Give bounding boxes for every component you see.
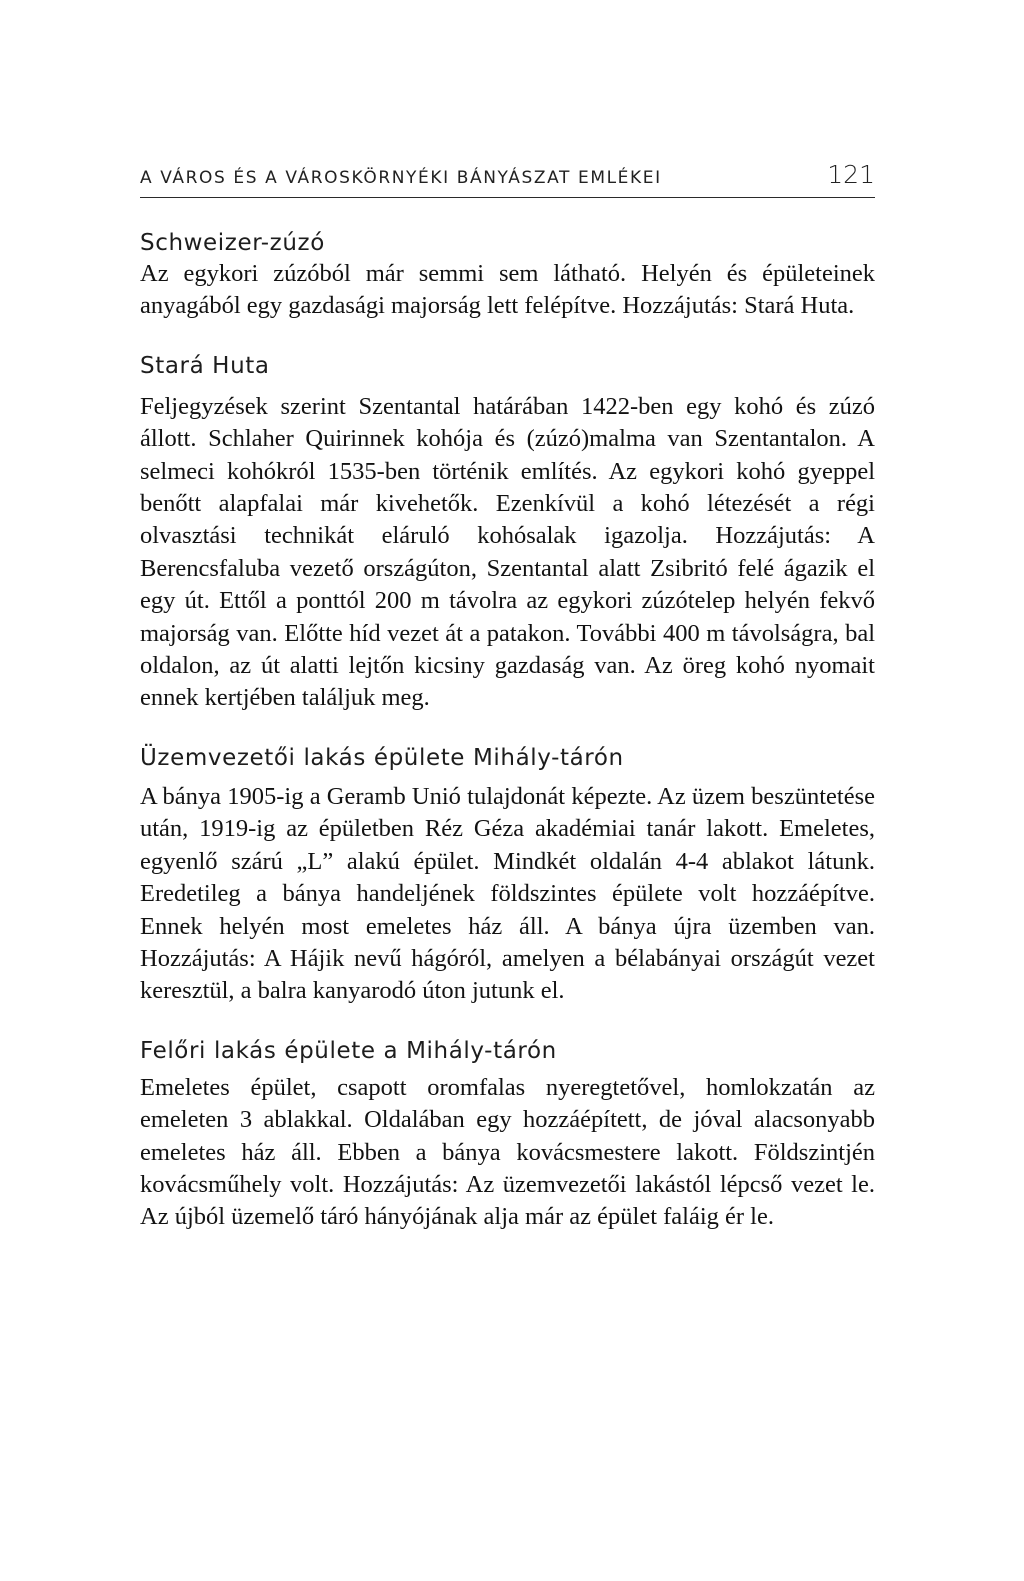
section-heading: Schweizer-zúzó [140,230,325,256]
section-stara-huta [140,353,875,715]
section-body: Feljegyzések szerint Szentantal határában 1422-ben egy kohó és zúzó állott. Schlaher Quirinnek kohója és (zúzó)malma van Szentantalon. A selmeci kohókról 1535-ben történik említés. Az egykori kohó gyeppel benőtt alapfalai már kivehetők. Ezenkívül a kohó létezését a régi olvasztási technikát eláruló kohósalak igazolja. Hozzájutás: A Berencsfaluba vezető országúton, Szentantal alatt Zsibritó felé ágazik el egy út. Ettől a ponttól 200 m távolra az egykori zúzótelep helyén fekvő majorság van. Előtte híd vezet át a patakon. További 400 m távolságra, bal oldalon, az út alatti lejtőn kicsiny gazdaság van. Az öreg kohó nyomait ennek kertjében találjuk meg. [140,392,875,712]
section-body: A bánya 1905-ig a Geramb Unió tulajdonát képezte. Az üzem beszüntetése után, 1919-ig az épületben Réz Géza akadémiai tanár lakott. Emeletes, egyenlő szárú „L” alakú épület. Mindkét oldalán 4-4 ablakot látunk. Eredetileg a bánya handeljének földszintes épülete volt hozzáépítve. Ennek helyén most emeletes ház áll. A bánya újra üzemben van. Hozzájutás: A Hájik nevű hágóról, amelyen a bélabányai országút vezet keresztül, a balra kanyarodó úton jutunk el. [140,782,875,1005]
page-number: 121 [827,160,875,189]
running-title: A VÁROS ÉS A VÁROSKÖRNYÉKI BÁNYÁSZAT EMLÉKEI [140,168,662,188]
section-uzemvezetoi-lakas [140,745,875,1008]
book-page [140,160,875,1234]
section-schweizer-zuzo [140,230,875,323]
section-heading: Stará Huta [140,352,270,379]
section-heading: Üzemvezetői lakás épülete Mihály-tárón [140,744,624,771]
section-body: Emeletes épület, csapott oromfalas nyeregtetővel, homlokzatán az emeleten 3 ablakkal. Oldalában egy hozzáépített, de jóval alacsonyabb emeletes ház áll. Ebben a bánya kovácsmestere lakott. Földszintjén kovácsműhely volt. Hozzájutás: Az üzemvezetői lakástól lépcső vezet le. Az újból üzemelő táró hányójának alja már az épület faláig ér le. [140,1073,875,1231]
section-heading: Felőri lakás épülete a Mihály-tárón [140,1037,557,1064]
section-body: Az egykori zúzóból már semmi sem látható. Helyén és épületeinek anyagából egy gazdasági majorság lett felépítve. Hozzájutás: Stará Huta. [140,260,875,320]
running-header [140,160,875,198]
section-felori-lakas [140,1038,875,1234]
